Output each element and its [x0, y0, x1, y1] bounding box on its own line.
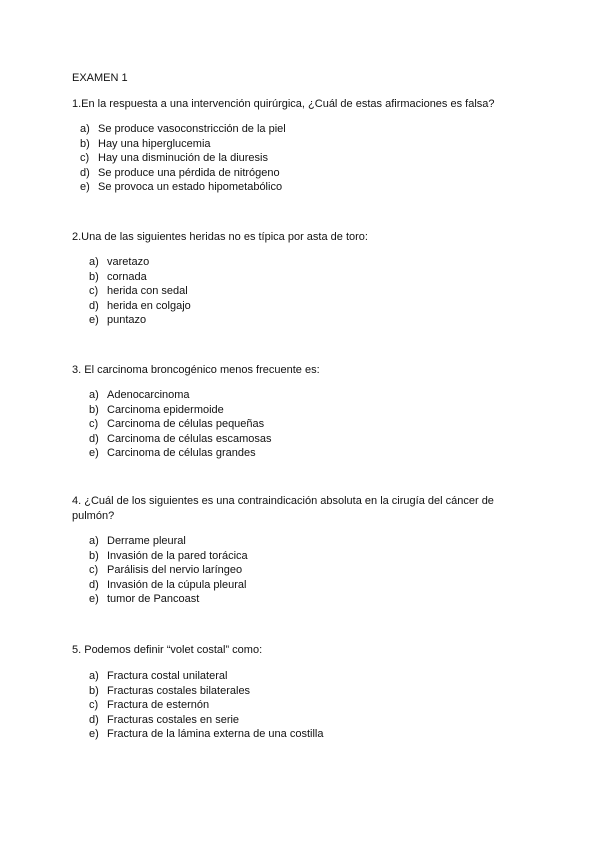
option-text: Carcinoma de células escamosas	[107, 432, 272, 445]
option-letter: c)	[89, 418, 99, 431]
option-text: Se provoca un estado hipometabólico	[98, 181, 283, 194]
option-letter: c)	[89, 564, 99, 577]
question-text: 2.Una de las siguientes heridas no es típica por asta de toro:	[72, 231, 368, 243]
option-letter: b)	[89, 270, 99, 283]
question-2	[72, 230, 512, 327]
option-text: puntazo	[107, 314, 147, 327]
option-text: herida con sedal	[107, 285, 188, 298]
option-text: herida en colgajo	[107, 299, 191, 312]
option-text: Se produce una pérdida de nitrógeno	[98, 166, 280, 179]
option-text: Hay una disminución de la diuresis	[98, 152, 268, 165]
option-letter: e)	[89, 447, 99, 460]
option-letter: e)	[89, 314, 99, 327]
option-letter: d)	[89, 432, 99, 445]
question-5	[72, 643, 512, 741]
question-3	[72, 363, 512, 460]
option-text: Fracturas costales en serie	[107, 713, 240, 726]
option-letter: b)	[80, 137, 90, 150]
option-letter: d)	[89, 713, 99, 726]
option-text: Fracturas costales bilaterales	[107, 684, 251, 697]
option-text: Invasión de la pared torácica	[107, 549, 248, 562]
option-letter: c)	[89, 285, 99, 298]
option-letter: a)	[89, 535, 99, 547]
option-text: varetazo	[107, 256, 150, 268]
option-text: Fractura costal unilateral	[107, 670, 228, 682]
question-text: 1.En la respuesta a una intervención quirúrgica, ¿Cuál de estas afirmaciones es falsa?	[72, 98, 495, 110]
option-text: Derrame pleural	[107, 535, 186, 547]
exam-title: EXAMEN 1	[72, 72, 128, 84]
option-text: cornada	[107, 270, 147, 283]
option-letter: d)	[80, 166, 90, 179]
option-text: tumor de Pancoast	[107, 593, 200, 606]
option-letter: a)	[80, 123, 90, 135]
option-text: Carcinoma epidermoide	[107, 403, 224, 416]
question-text: 3. El carcinoma broncogénico menos frecuente es:	[72, 364, 320, 376]
option-text: Invasión de la cúpula pleural	[107, 578, 247, 591]
option-letter: a)	[89, 256, 99, 268]
option-text: Parálisis del nervio laríngeo	[107, 564, 243, 577]
option-letter: c)	[89, 699, 99, 712]
option-text: Fractura de la lámina externa de una costilla	[107, 728, 324, 741]
option-letter: e)	[80, 181, 90, 194]
question-1	[72, 97, 512, 194]
option-text: Fractura de esternón	[107, 699, 210, 712]
option-letter: d)	[89, 299, 99, 312]
option-text: Carcinoma de células grandes	[107, 447, 256, 460]
option-text: Hay una hiperglucemia	[98, 137, 211, 150]
option-letter: a)	[89, 670, 99, 682]
option-letter: d)	[89, 578, 99, 591]
option-letter: c)	[80, 152, 90, 165]
option-letter: a)	[89, 389, 99, 401]
option-letter: e)	[89, 593, 99, 606]
question-4	[72, 494, 512, 606]
option-letter: b)	[89, 684, 99, 697]
option-letter: e)	[89, 728, 99, 741]
option-letter: b)	[89, 403, 99, 416]
option-text: Se produce vasoconstricción de la piel	[98, 123, 286, 135]
option-text: Adenocarcinoma	[107, 389, 190, 401]
question-text: 5. Podemos definir “volet costal” como:	[72, 644, 263, 656]
question-text: 4. ¿Cuál de los siguientes es una contraindicación absoluta en la cirugía del cáncer de pulmón?	[72, 495, 494, 522]
option-text: Carcinoma de células pequeñas	[107, 418, 265, 431]
option-letter: b)	[89, 549, 99, 562]
